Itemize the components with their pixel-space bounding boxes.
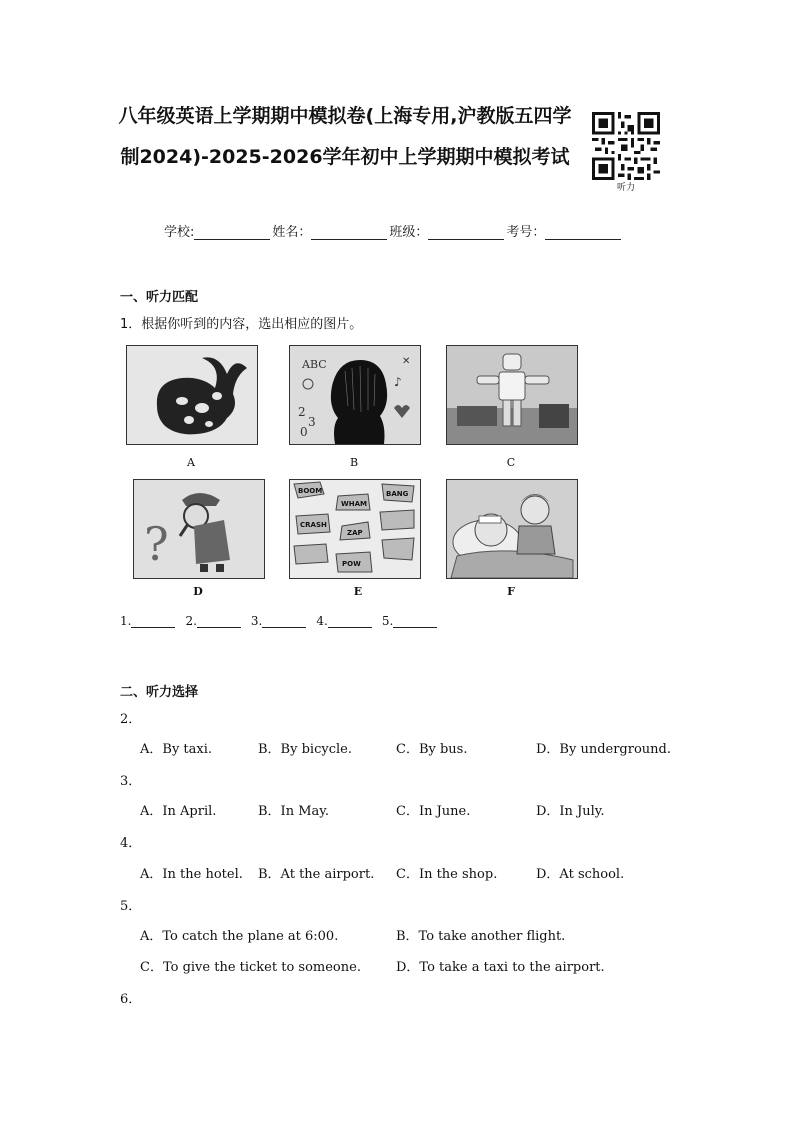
svg-text:✕: ✕ [402,356,411,367]
class-label: 班级： [389,225,429,240]
caption-a: A [187,456,195,469]
svg-text:♪: ♪ [394,375,402,389]
picture-e-comic-sounds [289,479,421,579]
comic-word: ZAP [347,529,363,537]
comic-word: CRASH [300,521,327,529]
option-b[interactable]: B．To take another flight. [396,929,566,944]
question-number: 6． [120,992,142,1007]
answer-label: 1. [120,614,132,628]
option-a[interactable]: A．By taxi. [140,742,213,757]
svg-text:0: 0 [300,425,308,439]
picture-c-robot [446,345,578,445]
option-a[interactable]: A．To catch the plane at 6:00. [140,929,339,944]
comic-word: WHAM [341,500,367,508]
svg-text:2: 2 [298,405,306,419]
question-number: 5． [120,899,142,914]
picture-d-detective [133,479,265,579]
picture-a-rabbit [126,345,258,445]
answer-label: 4. [316,614,328,628]
comic-word: BOOM [298,487,323,495]
answer-blank-5[interactable] [393,615,437,628]
caption-f: F [507,585,515,598]
answer-item [185,614,240,628]
caption-d: D [193,585,203,598]
answer-blanks [120,614,437,628]
school-field[interactable] [194,225,270,240]
exam-title: 八年级英语上学期期中模拟卷(上海专用,沪教版五四学制2024)-2025-2026学年初中上学期期中模拟考试 [118,105,572,168]
exam-number-field[interactable] [545,225,621,240]
student-info-row [164,221,623,240]
question-number: 2． [120,712,142,727]
class-field[interactable] [428,225,504,240]
picture-b-letters: ABC [302,358,327,371]
question-number: 4． [120,836,142,851]
school-label: 学校: [164,225,195,240]
answer-item [382,614,437,628]
answer-label: 2. [185,614,197,628]
option-c[interactable]: C．In the shop. [396,867,498,882]
option-b[interactable]: B．At the airport. [258,867,375,882]
comic-word: BANG [386,490,409,498]
question1-text: 1．根据你听到的内容，选出相应的图片。 [120,317,363,332]
answer-blank-3[interactable] [262,615,306,628]
option-b[interactable]: B．By bicycle. [258,742,352,757]
option-d[interactable]: D．To take a taxi to the airport. [396,960,605,975]
option-b[interactable]: B．In May. [258,804,330,819]
qr-code-icon[interactable] [592,112,660,180]
answer-blank-2[interactable] [197,615,241,628]
question-number: 3． [120,774,142,789]
option-a[interactable]: A．In April. [140,804,217,819]
answer-blank-1[interactable] [131,615,175,628]
option-d[interactable]: D．By underground. [536,742,671,757]
section2-heading: 二、听力选择 [120,685,199,700]
svg-text:3: 3 [308,415,316,429]
picture-f-sick-child [446,479,578,579]
picture-b-thinking-head [289,345,421,445]
caption-e: E [353,585,363,598]
name-field[interactable] [311,225,387,240]
caption-b: B [349,456,359,469]
qr-label: 听力 [616,183,635,193]
answer-item [120,614,175,628]
answer-item [251,614,306,628]
caption-c: C [506,456,516,469]
name-label: 姓名： [272,225,312,240]
option-a[interactable]: A．In the hotel. [140,867,243,882]
answer-label: 5. [381,614,394,628]
answer-blank-4[interactable] [328,615,372,628]
option-c[interactable]: C．In June. [396,804,471,819]
comic-word: POW [342,560,361,568]
answer-item [316,614,371,628]
exam-number-label: 考号： [506,225,546,240]
option-c[interactable]: C．By bus. [396,742,468,757]
answer-label: 3. [250,614,263,628]
section1-heading: 一、听力匹配 [120,290,199,305]
svg-text:?: ? [144,517,169,571]
option-d[interactable]: D．In July. [536,804,605,819]
option-c[interactable]: C．To give the ticket to someone. [140,960,361,975]
option-d[interactable]: D．At school. [536,867,625,882]
